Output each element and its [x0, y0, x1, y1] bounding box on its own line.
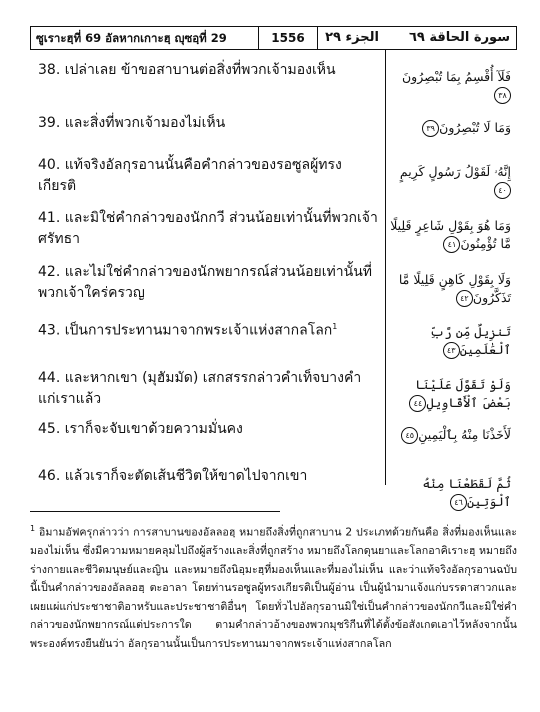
verse-arabic-text: وَمَا هُوَ بِقَوْلِ شَاعِرٍ قَلِيلًا مَّا تُؤْمِنُونَ [390, 218, 511, 251]
header-thai-title: ซูเราะฮฺที่ 69 อัลหากเกาะฮฺ ญุซอฺที่ 29 [36, 31, 227, 45]
verse-translation [38, 419, 378, 440]
verse-arabic [383, 217, 511, 253]
column-divider [385, 50, 386, 485]
verse-arabic [383, 426, 511, 444]
verse-translation [38, 368, 378, 410]
verse-translation-text: 39. และสิ่งที่พวกเจ้ามองไม่เห็น [38, 115, 226, 131]
header-juz-arabic: الجزء ٢٩ [325, 30, 379, 45]
verse-number-badge: ٤٤ [409, 395, 426, 412]
verse-number-badge: ٤١ [443, 236, 460, 253]
verse-translation-text: 43. เป็นการประทานมาจากพระเจ้าแห่งสากลโลก [38, 322, 333, 339]
verse-translation [38, 155, 378, 197]
verse-arabic-text: وَمَا لَا تُبْصِرُونَ [439, 120, 511, 135]
verse-arabic [383, 68, 511, 104]
verse-translation [38, 466, 378, 487]
verse-translation-text: 42. และไม่ใช่คำกล่าวของนักพยากรณ์ส่วนน้อยเท่านั้นที่พวกเจ้าใคร่ครวญ [38, 264, 372, 301]
verse-translation [38, 208, 378, 250]
verse-arabic-text: إِنَّهُۥ لَقَوْلُ رَسُولٍ كَرِيمٍ [399, 164, 511, 179]
footnote [30, 520, 517, 653]
verse-translation-text: 44. และหากเขา (มุฮัมมัด) เสกสรรกล่าวคำเท็จบางคำแก่เราแล้ว [38, 370, 362, 407]
page-header [30, 26, 517, 50]
footnote-text: อิมามอัฟครุกล่าวว่า การสาบานของอัลลอฮฺ หมายถึงสิ่งที่ถูกสาบาน 2 ประเภทด้วยกันคือ สิ่งที่มองเห็นและมองไม่เห็น ซึ่งมีความหมายคลุมไปถึงผู้สร้างและสิ่งที่ถูกสร้าง หมายถึงโลกดุนยาและโลกอาคิเราะฮฺ หมายถึงร่างกายและชีวิตมนุษย์และญิน และหมายถึงนิอฺมะฮฺที่มองเห็นและที่มองไม่เห็น และว่าแท้จริงอัลกุรอานฉบับนี้เป็นคำกล่าวของอัลลอฮฺ ตะอาลา โดยท่านรอซูลผู้ทรงเกียรติเป็นผู้อ่าน เป็นผู้นำมาแจ้งแก่บรรดาสาวกและเผยแผ่แก่ประชาชาติอาหรับและประชาชาติอื่นๆ โดยทั่วไปอัลกุรอานมิใช่เป็นคำกล่าวของนักกวีและมิใช่คำกล่าวของนักพยากรณ์แต่ประการใด ตามคำกล่าวอ้างของพวกมุชริกีนที่ได้ตั้งข้อสังเกตเอาไว้หลังจากนั้นพระองค์ทรงยืนยันว่า อัลกุรอานนั้นเป็นการประทานมาจากพระเจ้าแห่งสากลโลก [30, 525, 517, 650]
verse-number-badge: ٤٠ [494, 182, 511, 199]
verse-translation-text: 45. เราก็จะจับเขาด้วยความมั่นคง [38, 421, 243, 437]
verse-number-badge: ٤٥ [401, 427, 418, 444]
verse-number-badge: ٤٣ [443, 342, 460, 359]
verse-translation-text: 40. แท้จริงอัลกุรอานนั้นคือคำกล่าวของรอซูลผู้ทรงเกียรติ [38, 157, 342, 194]
verse-translation [38, 113, 378, 134]
verse-arabic-text: لَأَخَذْنَا مِنْهُ بِٱلْيَمِينِ [418, 427, 511, 442]
verse-translation [38, 316, 378, 342]
verse-arabic [383, 163, 511, 199]
verse-translation-text: 41. และมิใช่คำกล่าวของนักกวี ส่วนน้อยเท่านั้นที่พวกเจ้าศรัทธา [38, 210, 378, 247]
verse-number-badge: ٤٦ [450, 494, 467, 511]
verse-arabic [383, 323, 511, 359]
verse-arabic [383, 475, 511, 511]
verse-number-badge: ٤٢ [456, 290, 473, 307]
verse-arabic-text: وَلَا بِقَوْلِ كَاهِنٍ قَلِيلًا مَّا تَذَكَّرُونَ [398, 272, 511, 305]
verse-arabic [383, 119, 511, 137]
verse-translation [38, 60, 378, 81]
verse-arabic-text: وَلَوْ تَقَوَّلَ عَلَيْنَا بَعْضَ ٱلْأَقَاوِيلِ [415, 377, 511, 410]
verse-translation-text: 38. เปล่าเลย ข้าขอสาบานต่อสิ่งที่พวกเจ้ามองเห็น [38, 62, 336, 78]
verse-number-badge: ٣٨ [494, 87, 511, 104]
verse-translation [38, 262, 378, 304]
header-surah-arabic: سورة الحاقة ٦٩ [408, 30, 510, 45]
page-number: 1556 [258, 27, 318, 49]
verse-arabic [383, 271, 511, 307]
verse-arabic [383, 376, 511, 412]
verse-translation-text: 46. แล้วเราก็จะตัดเส้นชีวิตให้ขาดไปจากเขา [38, 468, 308, 484]
footnote-rule [30, 511, 280, 512]
verse-arabic-text: تَنزِيلٌ مِّن رَّبِّ ٱلْعَٰلَمِينَ [429, 324, 511, 357]
footnote-reference: 1 [332, 322, 338, 331]
verse-arabic-text: فَلَآ أُقْسِمُ بِمَا تُبْصِرُونَ [402, 69, 511, 84]
verse-number-badge: ٣٩ [422, 120, 439, 137]
footnote-marker: 1 [30, 524, 36, 533]
verse-arabic-text: ثُمَّ لَقَطَعْنَا مِنْهُ ٱلْوَتِينَ [422, 476, 511, 509]
